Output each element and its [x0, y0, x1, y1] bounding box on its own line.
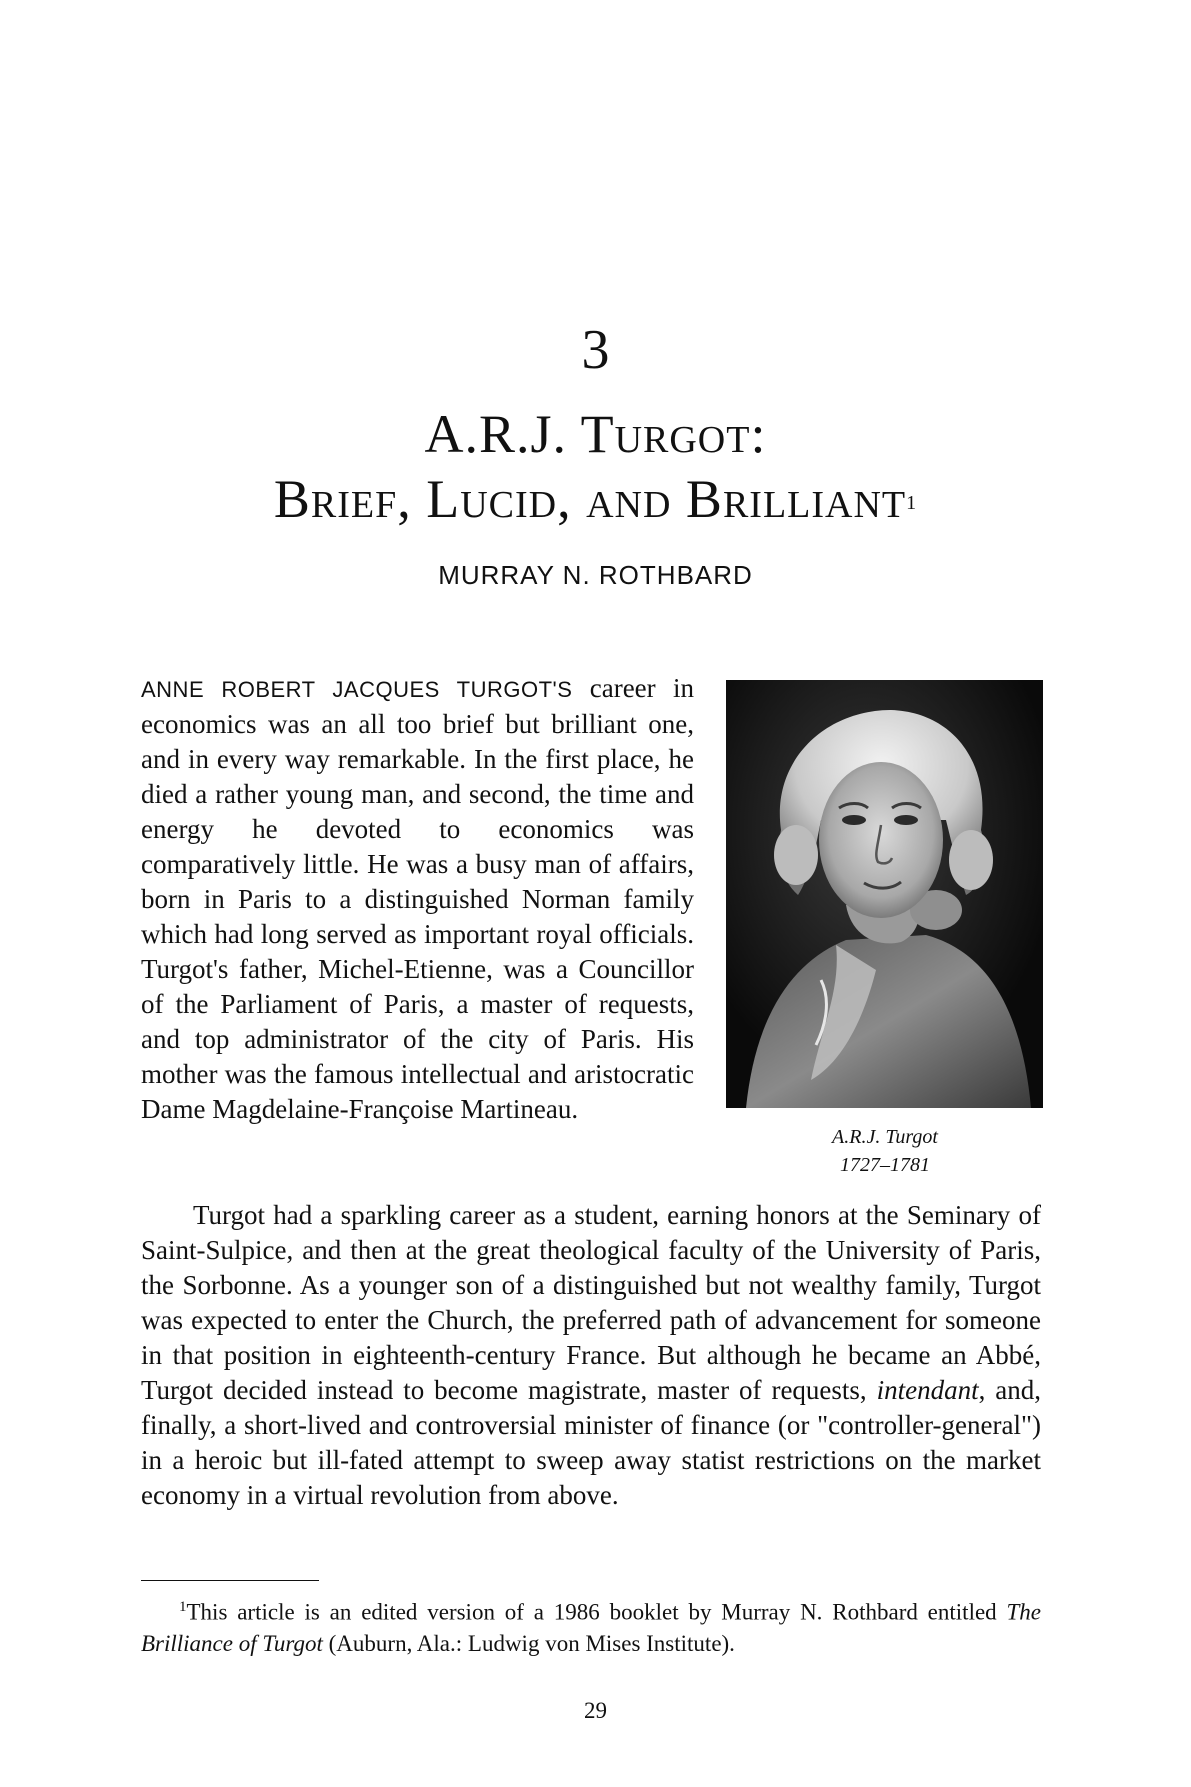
caption-dates: 1727–1781 [840, 1154, 930, 1176]
italic-term-intendant: intendant [876, 1375, 979, 1405]
footnote-book-title: The Brilliance of Turgot [141, 1599, 1041, 1656]
footnote [141, 1592, 1041, 1659]
title-footnote-mark: 1 [906, 492, 918, 514]
page-number: 29 [584, 1698, 607, 1723]
caption-name: A.R.J. Turgot [832, 1126, 938, 1148]
chapter-title-text: A.R.J. Turgot: [424, 404, 767, 464]
footnote-mark: 1 [179, 1599, 187, 1615]
chapter-title-line-1 [0, 402, 1191, 466]
portrait-caption [760, 1123, 1010, 1179]
turgot-portrait-image [726, 680, 1043, 1108]
lead-opening-caps: ANNE ROBERT JACQUES TURGOT'S [141, 677, 573, 702]
paragraph-text-part-1: Turgot had a sparkling career as a student, earning honors at the Seminary of Saint-Sulpice, and then at the great theological faculty of the University of Paris, the Sorbonne. As a younger son of a distinguished but not wealthy family, Turgot was expected to enter the Church, the preferred path of advancement for someone in that position in eighteenth-century France. But although he became an Abbé, Turgot decided instead to become magistrate, master of requests, [141, 1200, 1041, 1405]
author-name: MURRAY N. ROTHBARD [438, 560, 753, 590]
footnote-text-part-2: (Auburn, Ala.: Ludwig von Mises Institute). [322, 1630, 735, 1656]
chapter-subtitle-text: Brief, Lucid, and Brilliant [273, 469, 907, 529]
footnote-text-part-1: This article is an edited version of a 1986 booklet by Murray N. Rothbard entitled [186, 1599, 1007, 1625]
paragraph-text-part-2: , and, finally, a short-lived and controversial minister of finance (or "controller-general") in a heroic but ill-fated attempt to sweep away statist restrictions on the market economy in a virtual revolution from above. [141, 1375, 1042, 1510]
lead-paragraph-text: career in economics was an all too brief but brilliant one, and in every way remarkable. In the first place, he died a rather young man, and second, the time and energy he devoted to economics was comparatively little. He was a busy man of affairs, born in Paris to a distinguished Norman family which had long served as important royal officials. Turgot's father, Michel-Etienne, was a Councillor of the Parliament of Paris, a master of requests, and top administrator of the city of Paris. His mother was the famous intellectual and aristocratic Dame Magdelaine-Françoise Martineau. [141, 673, 694, 1124]
second-paragraph [141, 1198, 1041, 1513]
chapter-number: 3 [581, 319, 610, 381]
chapter-title-line-2 [0, 467, 1191, 531]
footnote-divider [141, 1580, 319, 1581]
portrait-illustration [726, 680, 1043, 1108]
lead-paragraph [141, 671, 694, 1127]
